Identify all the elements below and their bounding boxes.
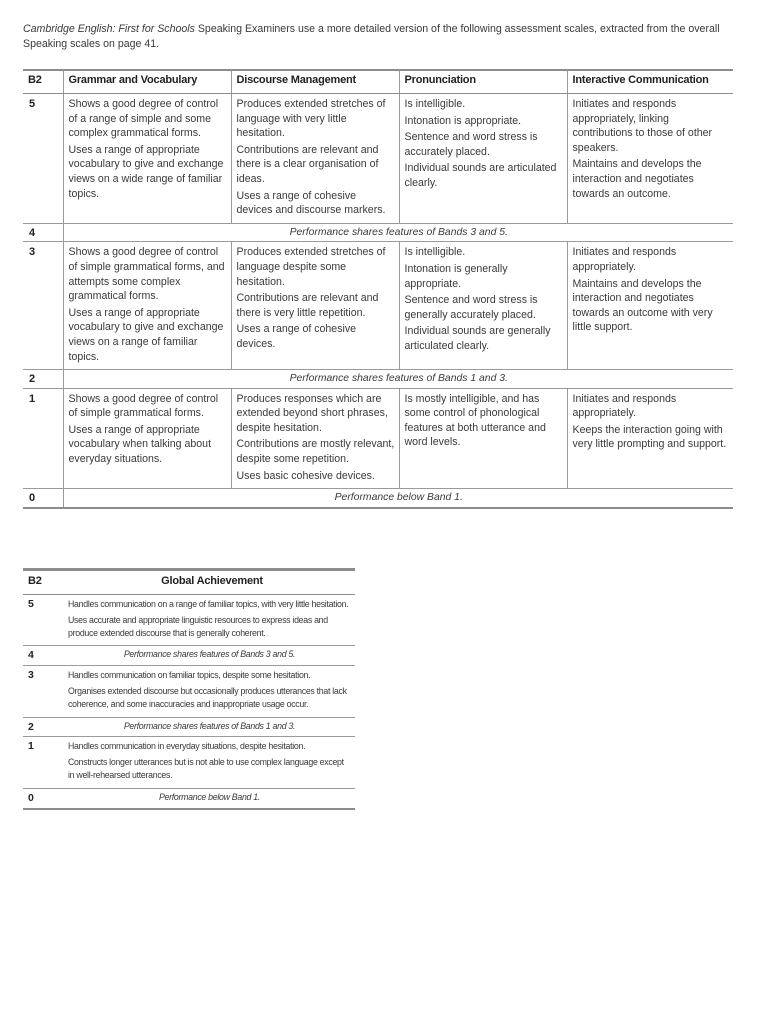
band-note: Performance below Band 1. <box>63 489 733 508</box>
band-number: 4 <box>23 646 68 666</box>
descriptor: Intonation is appropriate. <box>404 114 522 127</box>
descriptor: Handles communication on a range of familiar topics, with very little hesitation. <box>68 599 349 609</box>
descriptor: Uses a range of cohesive devices and discourse markers. <box>236 189 386 217</box>
header-global-achievement: Global Achievement <box>68 570 355 595</box>
descriptor: Keeps the interaction going with very little prompting and support. <box>572 423 727 451</box>
interactive-cell <box>567 242 733 370</box>
descriptor: Is intelligible. <box>404 246 466 259</box>
descriptor: Individual sounds are generally articulated clearly. <box>404 325 551 352</box>
descriptor: Maintains and develops the interaction and negotiates towards an outcome. <box>572 158 702 200</box>
band-number: 4 <box>23 223 63 242</box>
grammar-cell <box>63 242 231 370</box>
header-grammar-vocabulary: Grammar and Vocabulary <box>63 70 231 94</box>
band-0-row <box>23 788 355 808</box>
descriptor: Handles communication in everyday situations, despite hesitation. <box>68 741 306 752</box>
band-number: 5 <box>23 94 63 224</box>
descriptor: Intonation is generally appropriate. <box>404 262 508 290</box>
descriptor: Is intelligible. <box>404 98 466 110</box>
descriptor: Initiates and responds appropriately. <box>572 392 677 420</box>
descriptor: Is mostly intelligible, and has some control of phonological features at both utterance and word levels. <box>404 392 546 449</box>
pronunciation-cell <box>399 388 567 489</box>
header-level: B2 <box>23 570 68 595</box>
band-number: 2 <box>23 370 63 389</box>
intro-text: Speaking Examiners use a more detailed version of the following assessment scales, extracted from the overall Speaking scales on page 41. <box>23 23 720 50</box>
band-note: Performance shares features of Bands 1 and 3. <box>63 370 733 389</box>
header-discourse-management: Discourse Management <box>231 70 399 94</box>
band-0-row <box>23 489 733 508</box>
global-cell <box>68 737 355 788</box>
discourse-cell <box>231 242 399 370</box>
header-interactive-communication: Interactive Communication <box>567 70 733 94</box>
band-4-row <box>23 646 355 666</box>
descriptor: Produces extended stretches of language despite some hesitation. <box>236 246 386 288</box>
band-number: 3 <box>23 242 63 370</box>
discourse-cell <box>231 94 399 224</box>
band-note: Performance below Band 1. <box>68 788 355 808</box>
band-number: 1 <box>23 388 63 489</box>
band-number: 5 <box>23 595 68 646</box>
global-cell <box>68 666 355 717</box>
discourse-cell <box>231 388 399 489</box>
band-number: 3 <box>23 666 68 717</box>
global-cell <box>68 595 355 646</box>
descriptor: Organises extended discourse but occasionally produces utterances that lack coherence, and some inaccuracies and inappropriate usage occur. <box>68 685 347 709</box>
descriptor: Contributions are mostly relevant, despite some repetition. <box>236 438 395 466</box>
header-pronunciation: Pronunciation <box>399 70 567 94</box>
intro-paragraph <box>23 22 738 52</box>
band-2-row <box>23 370 733 389</box>
descriptor: Individual sounds are articulated clearly. <box>404 162 557 189</box>
band-note: Performance shares features of Bands 3 and 5. <box>68 646 355 666</box>
descriptor: Initiates and responds appropriately. <box>572 246 677 273</box>
exam-name: Cambridge English: First for Schools <box>23 23 195 35</box>
grammar-cell <box>63 94 231 224</box>
band-1-row <box>23 737 355 788</box>
interactive-cell <box>567 94 733 224</box>
descriptor: Shows a good degree of control of simple grammatical forms, and attempts some complex grammatical forms. <box>68 246 225 303</box>
descriptor: Uses a range of appropriate vocabulary when talking about everyday situations. <box>68 423 212 466</box>
pronunciation-cell <box>399 94 567 224</box>
global-achievement-table <box>23 568 355 810</box>
descriptor: Produces extended stretches of language with very little hesitation. <box>236 98 386 140</box>
header-row <box>23 70 733 94</box>
descriptor: Handles communication on familiar topics, despite some hesitation. <box>68 670 311 681</box>
descriptor: Produces responses which are extended beyond short phrases, despite hesitation. <box>236 392 388 434</box>
descriptor: Maintains and develops the interaction and negotiates towards an outcome with very little support. <box>572 277 713 334</box>
assessment-scales-table <box>23 69 733 509</box>
descriptor: Initiates and responds appropriately, linking contributions to those of other speakers. <box>572 98 713 154</box>
descriptor: Uses accurate and appropriate linguistic resources to express ideas and produce extended discourse that is generally coherent. <box>68 614 328 638</box>
band-2-row <box>23 717 355 737</box>
grammar-cell <box>63 388 231 489</box>
band-note: Performance shares features of Bands 1 and 3. <box>68 717 355 737</box>
descriptor: Contributions are relevant and there is a clear organisation of ideas. <box>236 143 379 185</box>
band-number: 0 <box>23 788 68 808</box>
descriptor: Uses a range of cohesive devices. <box>236 323 357 350</box>
band-5-row <box>23 595 355 646</box>
band-3-row <box>23 242 733 370</box>
descriptor: Uses a range of appropriate vocabulary to give and exchange views on a wide range of familiar topics. <box>68 143 224 200</box>
descriptor: Sentence and word stress is generally accurately placed. <box>404 294 538 321</box>
descriptor: Constructs longer utterances but is not able to use complex language except in well-rehearsed utterances. <box>68 757 344 780</box>
band-note: Performance shares features of Bands 3 and 5. <box>63 223 733 242</box>
descriptor: Shows a good degree of control of a range of simple and some complex grammatical forms. <box>68 98 219 140</box>
band-3-row <box>23 666 355 717</box>
band-4-row <box>23 223 733 242</box>
header-row <box>23 570 355 595</box>
band-5-row <box>23 94 733 224</box>
pronunciation-cell <box>399 242 567 370</box>
descriptor: Contributions are relevant and there is very little repetition. <box>236 292 379 319</box>
interactive-cell <box>567 388 733 489</box>
descriptor: Uses basic cohesive devices. <box>236 469 375 482</box>
band-1-row <box>23 388 733 489</box>
descriptor: Sentence and word stress is accurately placed. <box>404 131 538 158</box>
band-number: 1 <box>23 737 68 788</box>
band-number: 2 <box>23 717 68 737</box>
descriptor: Uses a range of appropriate vocabulary to give and exchange views on a range of familiar topics. <box>68 306 224 363</box>
band-number: 0 <box>23 489 63 508</box>
descriptor: Shows a good degree of control of simple grammatical forms. <box>68 392 219 420</box>
header-level: B2 <box>23 70 63 94</box>
